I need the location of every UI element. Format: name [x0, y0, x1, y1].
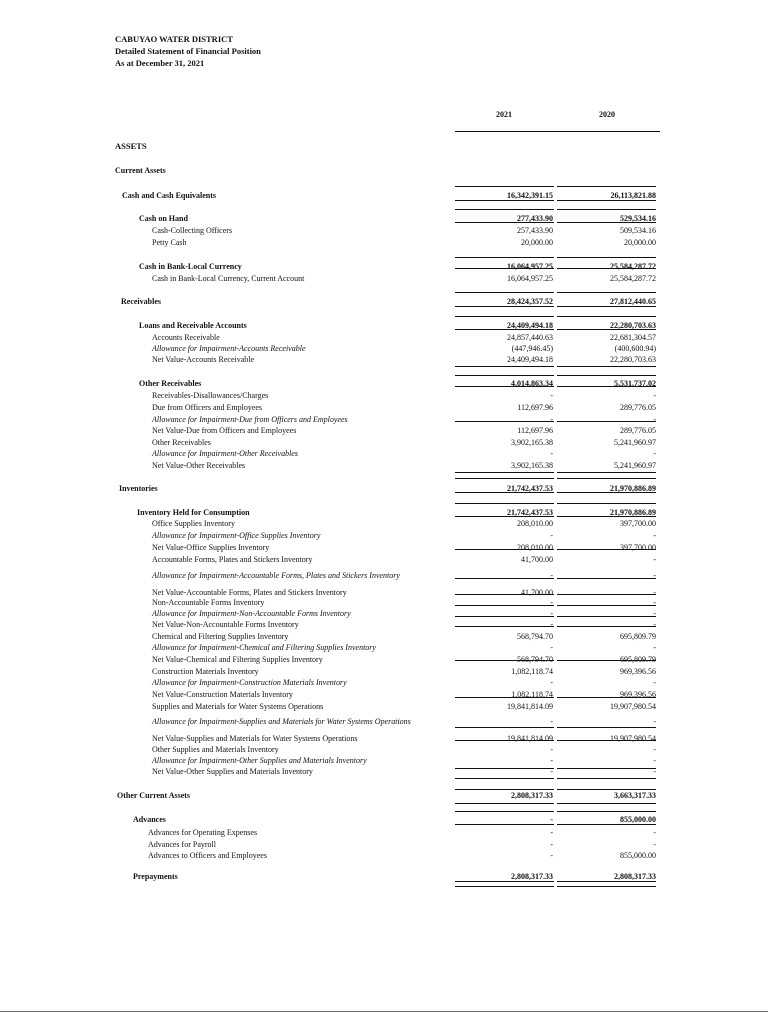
column-header-2020: 2020: [599, 110, 615, 119]
underline-2020: [557, 789, 656, 790]
statement-date: As at December 31, 2021: [115, 58, 205, 68]
underline-2021: [455, 366, 554, 367]
line-item-label: Allowance for Impairment-Non-Accountable Forms Inventory: [152, 609, 351, 618]
underline-2021: [455, 209, 554, 210]
underline-2020: [557, 660, 656, 661]
underline-2020: [557, 605, 656, 606]
line-item-label: Receivables: [121, 297, 161, 306]
underline-2021: [455, 516, 554, 517]
value-2020: -: [653, 828, 656, 837]
line-item-label: Allowance for Impairment-Accounts Receivable: [152, 344, 306, 353]
value-2020: 695,809.79: [620, 632, 656, 641]
value-2021: 1,082,118.74: [511, 690, 553, 699]
value-2021: -: [550, 571, 553, 580]
value-2020: -: [653, 756, 656, 765]
underline-2020: [557, 803, 656, 804]
underline-2021: [455, 824, 554, 825]
value-2021: -: [550, 449, 553, 458]
underline-2021: [455, 375, 554, 376]
underline-2020: [557, 778, 656, 779]
line-item-label: Allowance for Impairment-Office Supplies Inventory: [152, 531, 321, 540]
value-2021: 568,794.70: [517, 632, 553, 641]
value-2020: 26,113,821.88: [610, 191, 656, 200]
value-2020: 855,000.00: [620, 851, 656, 860]
value-2020: 20,000.00: [624, 238, 656, 247]
line-item-label: Inventories: [119, 484, 158, 493]
line-item-label: Allowance for Impairment-Construction Materials Inventory: [152, 678, 347, 687]
value-2021: 24,409,494.18: [507, 355, 553, 364]
line-item-label: Advances: [133, 815, 166, 824]
underline-2020: [557, 329, 656, 330]
value-2021: 4,014,863.34: [511, 379, 553, 388]
value-2021: -: [550, 851, 553, 860]
line-item-label: Net Value-Chemical and Filtering Supplies Inventory: [152, 655, 323, 664]
underline-2020: [557, 222, 656, 223]
column-header-2021: 2021: [496, 110, 512, 119]
underline-2021: [455, 222, 554, 223]
value-2021: -: [550, 717, 553, 726]
value-2021: 112,697.96: [517, 403, 553, 412]
underline-2021: [455, 306, 554, 307]
underline-2021: [455, 740, 554, 741]
underline-2021: [455, 186, 554, 187]
value-2021: -: [550, 598, 553, 607]
underline-2021: [455, 616, 554, 617]
underline-2021: [455, 268, 554, 269]
value-2021: -: [550, 828, 553, 837]
value-2020: -: [653, 678, 656, 687]
underline-2021: [455, 492, 554, 493]
underline-2021: [455, 472, 554, 473]
line-item-label: Due from Officers and Employees: [152, 403, 263, 412]
underline-2021: [455, 594, 554, 595]
underline-2021: [455, 811, 554, 812]
value-2021: 16,342,391.15: [507, 191, 553, 200]
value-2021: 1,082,118.74: [511, 667, 553, 676]
value-2021: -: [550, 391, 553, 400]
value-2021: 28,424,357.52: [507, 297, 553, 306]
value-2021: 3,902,165.38: [511, 461, 553, 470]
underline-2021: [455, 886, 554, 887]
header-rule: [455, 131, 660, 132]
underline-2021: [455, 778, 554, 779]
value-2020: -: [653, 609, 656, 618]
line-item-label: Net Value-Non-Accountable Forms Inventory: [152, 620, 299, 629]
value-2020: 21,970,886.89: [610, 508, 656, 517]
value-2020: -: [653, 588, 656, 597]
value-2020: 5,241,960.97: [614, 461, 656, 470]
value-2020: -: [653, 717, 656, 726]
line-item-label: Net Value-Office Supplies Inventory: [152, 543, 270, 552]
value-2020: -: [653, 767, 656, 776]
value-2021: 3,902,165.38: [511, 438, 553, 447]
line-item-label: Cash in Bank-Local Currency: [139, 262, 242, 271]
value-2020: 25,584,287.72: [610, 274, 656, 283]
line-item-label: Advances to Officers and Employees: [148, 851, 267, 860]
value-2020: 19,907,980.54: [610, 702, 656, 711]
underline-2020: [557, 375, 656, 376]
underline-2020: [557, 316, 656, 317]
value-2020: 22,280,703.63: [610, 321, 656, 330]
underline-2020: [557, 881, 656, 882]
underline-2021: [455, 421, 554, 422]
value-2021: -: [550, 620, 553, 629]
value-2021: 19,841,814.09: [507, 702, 553, 711]
line-item-label: Other Current Assets: [117, 791, 191, 800]
underline-2020: [557, 549, 656, 550]
underline-2021: [455, 605, 554, 606]
underline-2020: [557, 811, 656, 812]
underline-2020: [557, 292, 656, 293]
line-item-label: Inventory Held for Consumption: [137, 508, 250, 517]
line-item-label: Other Receivables: [139, 379, 202, 388]
line-item-label: Allowance for Impairment-Other Receivables: [152, 449, 298, 458]
line-item-label: Supplies and Materials for Water Systems Operations: [152, 702, 324, 711]
underline-2021: [455, 578, 554, 579]
value-2020: 25,584,287.72: [610, 262, 656, 271]
value-2020: 855,000.00: [620, 815, 656, 824]
value-2020: 397,700.00: [620, 543, 656, 552]
value-2021: 208,010.00: [517, 543, 553, 552]
value-2020: 969,396.56: [620, 667, 656, 676]
value-2020: -: [653, 620, 656, 629]
value-2021: (447,946.45): [511, 344, 553, 353]
value-2021: 257,433.90: [517, 226, 553, 235]
underline-2020: [557, 386, 656, 387]
underline-2020: [557, 421, 656, 422]
value-2021: -: [550, 815, 553, 824]
value-2021: 41,700.00: [521, 555, 553, 564]
underline-2020: [557, 516, 656, 517]
value-2021: 277,433.90: [517, 214, 553, 223]
entity-name: CABUYAO WATER DISTRICT: [115, 34, 233, 44]
value-2020: 19,907,980.54: [610, 734, 656, 743]
value-2021: -: [550, 745, 553, 754]
value-2020: 5,241,960.97: [614, 438, 656, 447]
value-2021: 20,000.00: [521, 238, 553, 247]
section-heading: ASSETS: [115, 141, 147, 151]
value-2021: 16,064,957.25: [507, 274, 553, 283]
line-item-label: Receivables-Disallowances/Charges: [152, 391, 269, 400]
page-bottom-rule: [0, 1011, 768, 1012]
line-item-label: Non-Accountable Forms Inventory: [152, 598, 265, 607]
line-item-label: Cash on Hand: [139, 214, 188, 223]
line-item-label: Allowance for Impairment-Due from Officers and Employees: [152, 415, 348, 424]
underline-2021: [455, 660, 554, 661]
value-2021: 2,808,317.33: [511, 791, 553, 800]
value-2020: 289,776.05: [620, 426, 656, 435]
value-2020: 21,970,886.89: [610, 484, 656, 493]
value-2020: 22,280,703.63: [610, 355, 656, 364]
value-2020: 969,396.56: [620, 690, 656, 699]
value-2021: -: [550, 678, 553, 687]
underline-2021: [455, 881, 554, 882]
line-item-label: Construction Materials Inventory: [152, 667, 259, 676]
underline-2020: [557, 366, 656, 367]
underline-2021: [455, 626, 554, 627]
value-2021: 208,010.00: [517, 519, 553, 528]
underline-2021: [455, 316, 554, 317]
underline-2020: [557, 886, 656, 887]
underline-2021: [455, 803, 554, 804]
line-item-label: Cash and Cash Equivalents: [122, 191, 217, 200]
underline-2020: [557, 824, 656, 825]
value-2020: -: [653, 598, 656, 607]
underline-2020: [557, 594, 656, 595]
value-2020: 397,700.00: [620, 519, 656, 528]
underline-2021: [455, 549, 554, 550]
underline-2021: [455, 386, 554, 387]
value-2020: -: [653, 391, 656, 400]
value-2021: -: [550, 767, 553, 776]
line-item-label: Current Assets: [115, 166, 166, 175]
value-2021: 2,808,317.33: [511, 872, 553, 881]
value-2021: 19,841,814.09: [507, 734, 553, 743]
line-item-label: Allowance for Impairment-Accountable Forms, Plates and Stickers Inventory: [152, 571, 400, 580]
value-2021: 24,857,440.63: [507, 333, 553, 342]
line-item-label: Office Supplies Inventory: [152, 519, 235, 528]
value-2020: -: [653, 555, 656, 564]
value-2021: 112,697.96: [517, 426, 553, 435]
value-2020: -: [653, 643, 656, 652]
line-item-label: Cash in Bank-Local Currency, Current Account: [152, 274, 305, 283]
value-2020: -: [653, 571, 656, 580]
line-item-label: Net Value-Accountable Forms, Plates and Stickers Inventory: [152, 588, 347, 597]
value-2021: 41,700.00: [521, 588, 553, 597]
underline-2021: [455, 292, 554, 293]
value-2020: 2,808,317.33: [614, 872, 656, 881]
underline-2020: [557, 472, 656, 473]
line-item-label: Petty Cash: [152, 238, 187, 247]
line-item-label: Loans and Receivable Accounts: [139, 321, 247, 330]
line-item-label: Advances for Operating Expenses: [148, 828, 258, 837]
value-2021: 24,409,494.18: [507, 321, 553, 330]
underline-2021: [455, 697, 554, 698]
underline-2020: [557, 768, 656, 769]
value-2021: -: [550, 609, 553, 618]
underline-2020: [557, 578, 656, 579]
value-2021: -: [550, 531, 553, 540]
value-2021: -: [550, 643, 553, 652]
underline-2020: [557, 492, 656, 493]
underline-2020: [557, 478, 656, 479]
value-2021: 16,064,957.25: [507, 262, 553, 271]
underline-2021: [455, 727, 554, 728]
value-2021: 21,742,437.53: [507, 484, 553, 493]
underline-2020: [557, 503, 656, 504]
line-item-label: Prepayments: [133, 872, 178, 881]
underline-2020: [557, 740, 656, 741]
line-item-label: Advances for Payroll: [148, 840, 216, 849]
line-item-label: Chemical and Filtering Supplies Inventory: [152, 632, 289, 641]
value-2020: -: [653, 415, 656, 424]
underline-2021: [455, 478, 554, 479]
value-2020: (400,600.94): [614, 344, 656, 353]
underline-2020: [557, 186, 656, 187]
underline-2021: [455, 768, 554, 769]
statement-title: Detailed Statement of Financial Position: [115, 46, 261, 56]
underline-2020: [557, 268, 656, 269]
underline-2020: [557, 257, 656, 258]
underline-2020: [557, 209, 656, 210]
line-item-label: Net Value-Supplies and Materials for Water Systems Operations: [152, 734, 358, 743]
line-item-label: Accounts Receivable: [152, 333, 220, 342]
value-2020: -: [653, 449, 656, 458]
value-2020: 695,809.79: [620, 655, 656, 664]
underline-2020: [557, 200, 656, 201]
value-2020: 3,663,317.33: [614, 791, 656, 800]
value-2020: 509,534.16: [620, 226, 656, 235]
line-item-label: Net Value-Due from Officers and Employees: [152, 426, 297, 435]
underline-2021: [455, 329, 554, 330]
value-2021: 21,742,437.53: [507, 508, 553, 517]
line-item-label: Allowance for Impairment-Chemical and Filtering Supplies Inventory: [152, 643, 376, 652]
line-item-label: Net Value-Accounts Receivable: [152, 355, 255, 364]
underline-2021: [455, 200, 554, 201]
line-item-label: Other Supplies and Materials Inventory: [152, 745, 279, 754]
value-2020: 289,776.05: [620, 403, 656, 412]
line-item-label: Net Value-Other Receivables: [152, 461, 246, 470]
underline-2020: [557, 306, 656, 307]
line-item-label: Accountable Forms, Plates and Stickers Inventory: [152, 555, 313, 564]
value-2020: 5,531,737.02: [614, 379, 656, 388]
underline-2020: [557, 697, 656, 698]
line-item-label: Allowance for Impairment-Other Supplies and Materials Inventory: [152, 756, 367, 765]
underline-2020: [557, 616, 656, 617]
underline-2020: [557, 626, 656, 627]
value-2020: 22,681,304.57: [610, 333, 656, 342]
value-2021: 568,794.70: [517, 655, 553, 664]
value-2021: -: [550, 840, 553, 849]
underline-2021: [455, 257, 554, 258]
value-2020: -: [653, 745, 656, 754]
underline-2021: [455, 789, 554, 790]
value-2020: -: [653, 531, 656, 540]
line-item-label: Net Value-Other Supplies and Materials Inventory: [152, 767, 313, 776]
value-2020: 529,534.16: [620, 214, 656, 223]
value-2021: -: [550, 415, 553, 424]
underline-2020: [557, 727, 656, 728]
line-item-label: Cash-Collecting Officers: [152, 226, 233, 235]
line-item-label: Net Value-Construction Materials Inventory: [152, 690, 293, 699]
line-item-label: Allowance for Impairment-Supplies and Materials for Water Systems Operations: [152, 717, 411, 726]
value-2020: 27,812,440.65: [610, 297, 656, 306]
underline-2021: [455, 503, 554, 504]
value-2021: -: [550, 756, 553, 765]
value-2020: -: [653, 840, 656, 849]
line-item-label: Other Receivables: [152, 438, 211, 447]
